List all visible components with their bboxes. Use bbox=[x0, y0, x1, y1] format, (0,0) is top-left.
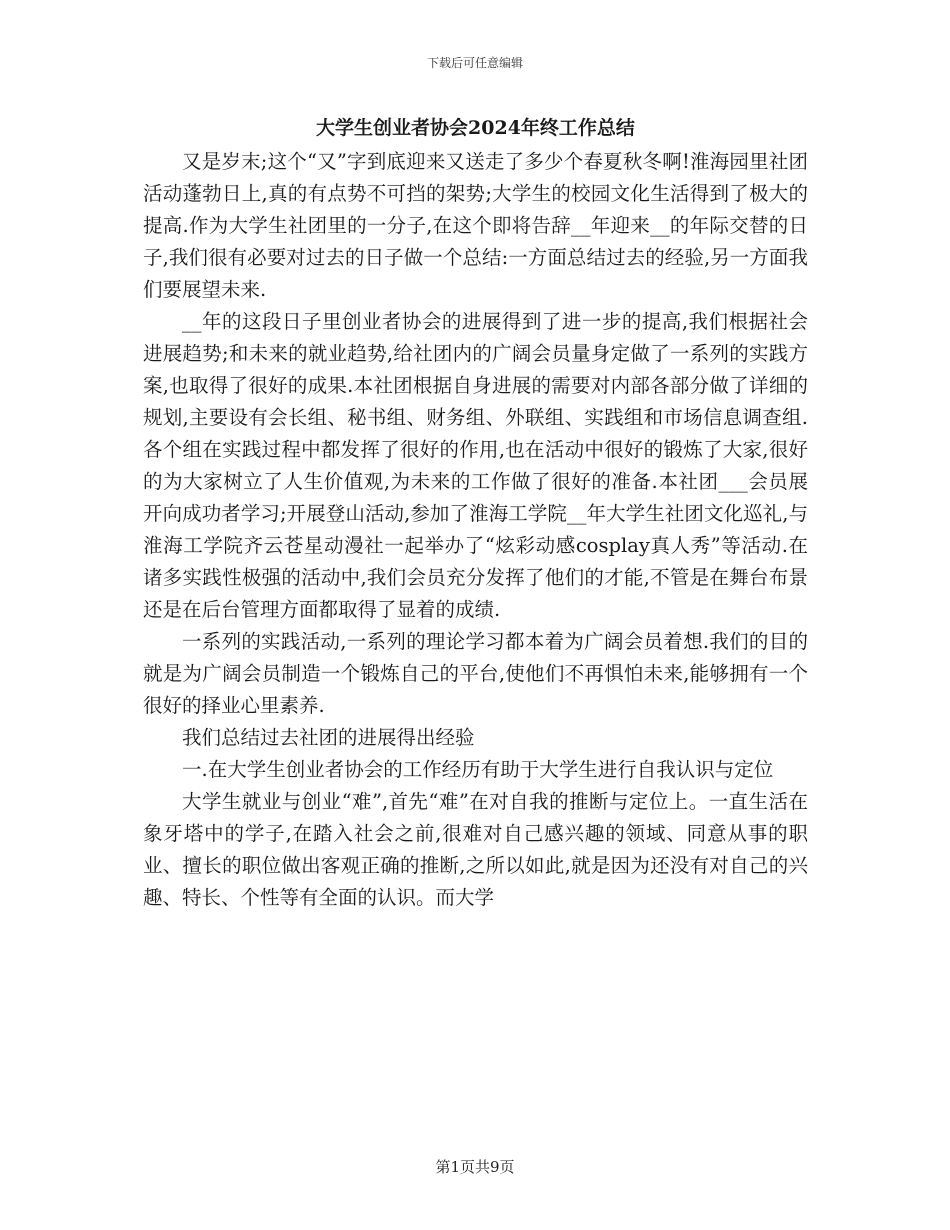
page-number: 第1页共9页 bbox=[435, 1158, 515, 1176]
document-title: 大学生创业者协会2024年终工作总结 bbox=[316, 117, 635, 139]
paragraph-intro: 又是岁末;这个“又”字到底迎来又送走了多少个春夏秋冬啊!淮海园里社团活动蓬勃日上,真的有点势不可挡的架势;大学生的校园文化生活得到了极大的提高.作为大学生社团里的一分子,在这个即将告辞__年迎来__的年际交替的日子,我们很有必要对过去的日子做一个总结:一方面总结过去的经验,另一方面我们要展望未来. bbox=[143, 150, 808, 301]
paragraph-section-one-heading: 一.在大学生创业者协会的工作经历有助于大学生进行自我认识与定位 bbox=[182, 758, 774, 781]
page-header: 下载后可任意编辑 bbox=[426, 56, 523, 70]
paragraph-section-one-body: 大学生就业与创业“难”,首先“难”在对自我的推断与定位上。一直生活在象牙塔中的学子,在踏入社会之前,很难对自己感兴趣的领域、同意从事的职业、擅长的职位做出客观正确的推断,之所以如此,就是因为还没有对自己的兴趣、特长、个性等有全面的认识。而大学 bbox=[143, 790, 808, 909]
paragraph-experience-heading: 我们总结过去社团的进展得出经验 bbox=[182, 726, 475, 749]
paragraph-purpose: 一系列的实践活动,一系列的理论学习都本着为广阔会员着想.我们的目的就是为广阔会员制造一个锻炼自己的平台,使他们不再惧怕未来,能够拥有一个很好的择业心里素养. bbox=[143, 630, 808, 717]
document-body bbox=[143, 110, 808, 914]
paragraph-activities: __年的这段日子里创业者协会的进展得到了进一步的提高,我们根据社会进展趋势;和未来的就业趋势,给社团内的广阔会员量身定做了一系列的实践方案,也取得了很好的成果.本社团根据自身进展的需要对内部各部分做了详细的规划,主要设有会长组、秘书组、财务组、外联组、实践组和市场信息调查组.各个组在实践过程中都发挥了很好的作用,也在活动中很好的锻炼了大家,很好的为大家树立了人生价值观,为未来的工作做了很好的准备.本社团___会员展开向成功者学习;开展登山活动,参加了淮海工学院__年大学生社团文化巡礼,与淮海工学院齐云苍星动漫社一起举办了“炫彩动感cosplay真人秀”等活动.在诸多实践性极强的活动中,我们会员充分发挥了他们的才能,不管是在舞台布景还是在后台管理方面都取得了显着的成绩. bbox=[143, 310, 808, 621]
